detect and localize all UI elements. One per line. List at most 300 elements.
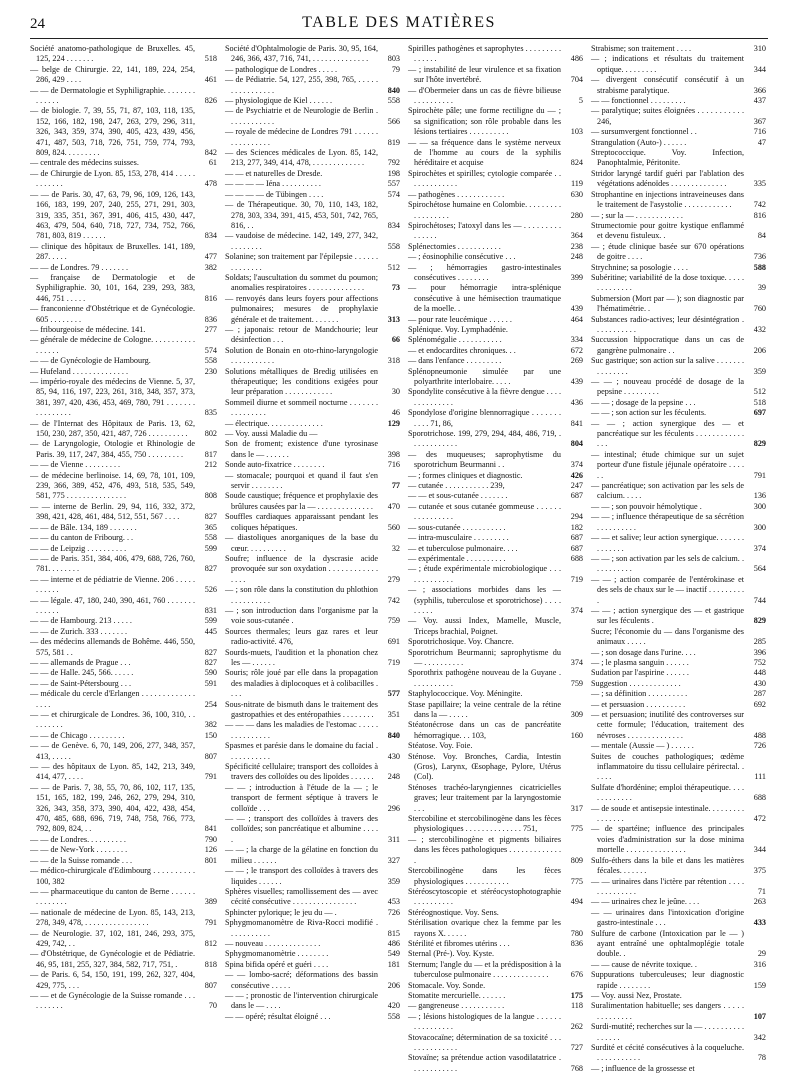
index-entry <box>408 169 583 190</box>
index-entry-text: Stérilité et fibromes utérins . . . <box>408 938 510 948</box>
index-entry-text: — ; sa définition . . . . . . . . . . <box>591 689 688 699</box>
index-entry <box>408 315 583 325</box>
index-entry-text: — de spartéine; influence des principales voies d'administration sur la dose minima mortelle . . . . . . . . . . . . . . . <box>591 824 744 855</box>
index-entry-page: 313 <box>378 315 400 325</box>
index-entry <box>591 96 766 106</box>
index-entry-page: 47 <box>744 138 766 148</box>
index-entry-page: 111 <box>744 772 766 782</box>
index-entry-page: 399 <box>561 273 583 283</box>
index-entry <box>591 273 766 294</box>
index-entry <box>225 668 400 699</box>
index-entry <box>225 908 400 918</box>
index-entry-page: 588 <box>744 263 766 273</box>
index-entry <box>408 752 583 783</box>
index-entry-page: 488 <box>744 731 766 741</box>
index-entry <box>30 65 217 86</box>
index-entry-text: — — cause de névrite toxique. . <box>591 959 697 969</box>
index-entry <box>591 700 766 710</box>
index-entry <box>225 231 400 252</box>
index-entry-text: — cutanée . . . . . . . . . . . 239, <box>408 481 505 491</box>
index-entry-page: 318 <box>378 356 400 366</box>
index-entry-page: 5 <box>561 96 583 106</box>
index-entry-text: Staphylococcique. Voy. Méningite. <box>408 689 523 699</box>
index-entry-text: Sporotrichum Beurmanni; saprophytisme du — . . . . . . . . . . <box>408 647 561 667</box>
index-entry-text: — française de Dermatologie et de Syphiligraphie. 30, 101, 164, 239, 293, 383, 446, 751 . . . . . <box>30 272 195 303</box>
index-entry-text: Sudation par l'aspirine . . . . . . <box>591 668 689 678</box>
page-header <box>30 10 768 32</box>
index-entry-text: Sternal (Pré-). Voy. Kyste. <box>408 949 495 959</box>
index-entry-page: 433 <box>744 918 766 928</box>
index-entry-text: — — ; action synergique des — et pancréatique sur les féculents . . . . . . . . . . . . . . . <box>591 418 744 449</box>
index-entry-text: — império-royale des médecins de Vienne. 5, 37, 85, 94, 116, 197, 223, 261, 318, 348, 357, 373, 381, 397, 420, 436, 453, 469, 780, 791 . . . . . . . . . . . . . . . . <box>30 377 195 418</box>
index-entry-text: — pour rate leucémique . . . . . . <box>408 314 512 324</box>
index-entry-text: — de Thérapeutique. 30, 70, 110, 143, 182, 278, 303, 334, 391, 415, 453, 501, 742, 765, 816, . . <box>225 200 378 230</box>
index-entry-text: — paralytique; suites éloignées . . . . . . . . . . . 246, <box>591 106 744 126</box>
index-entry-page: 263 <box>744 897 766 907</box>
index-entry-page: 801 <box>195 856 217 866</box>
index-entry <box>591 991 766 1001</box>
index-entry-text: Sphincter pylorique; le jeu du — . <box>225 907 337 917</box>
index-entry-page: 398 <box>378 450 400 460</box>
index-entry-text: — — sa fréquence dans le système nerveux de l'homme au cours de la syphilis héréditaire et acquise <box>408 137 561 168</box>
index-entry-page: 374 <box>561 606 583 616</box>
index-entry <box>408 502 583 523</box>
index-entry <box>30 991 217 1012</box>
index-entry-text: — royale de médecine de Londres 791 . . . . . . . . . . . . . . . . <box>225 127 378 147</box>
index-entry-text: Société anatomo-pathologique de Bruxelles. 45, 125, 224 . . . . . . . <box>30 44 195 64</box>
index-entry <box>30 866 217 887</box>
index-entry-text: — ; le plasma sanguin . . . . . . <box>591 657 689 667</box>
index-entry <box>30 460 217 470</box>
index-entry-text: Stéréognostique. Voy. Sens. <box>408 907 499 917</box>
index-entry-page: 359 <box>744 367 766 377</box>
index-entry-page: 32 <box>378 544 400 554</box>
index-entry <box>591 335 766 356</box>
index-entry-page: 742 <box>744 200 766 210</box>
index-entry-text: Sommeil diurne et sommeil nocturne . . . . . . . . . . . . . . . . <box>225 397 378 418</box>
index-entry <box>408 783 583 814</box>
index-entry-page: 840 <box>378 731 400 741</box>
index-entry-text: — nouveau . . . . . . . . . . . . . . <box>225 938 321 948</box>
index-entry <box>408 668 583 689</box>
index-entry <box>591 606 766 627</box>
index-entry-page: 841 <box>561 419 583 429</box>
index-entry-page: 73 <box>378 283 400 293</box>
index-entry-page: 344 <box>744 845 766 855</box>
index-entry-text: — ; son rôle dans la constitution du phlothion . . . . . . . . . . <box>225 585 378 605</box>
index-entry-text: Suites de couches pathologiques; œdème inflammatoire du tissu cellulaire périrectal. . . . . . <box>591 751 744 782</box>
index-entry <box>30 554 217 575</box>
index-entry <box>408 544 583 554</box>
index-entry-page: 835 <box>195 408 217 418</box>
index-entry-text: Substances radio-actives; leur désintégration . . . . . . . . . . . <box>591 314 744 334</box>
index-entry <box>591 658 766 668</box>
index-entry-page: 439 <box>561 304 583 314</box>
index-entry-text: Strabisme; son traitement . . . . <box>591 44 692 53</box>
index-entry-text: Suggestion . . . . . . . . . . . . . <box>591 678 681 688</box>
index-entry <box>225 190 400 200</box>
index-entry-text: Stercobilinogène dans les fèces physiologiques . . . . . . . . . . . <box>408 866 561 886</box>
index-entry <box>30 679 217 689</box>
index-entry <box>30 356 217 366</box>
index-entry <box>30 731 217 741</box>
index-entry-page: 802 <box>195 429 217 439</box>
index-entry-page: 558 <box>378 96 400 106</box>
index-entry-page: 752 <box>744 658 766 668</box>
index-entry-text: — ; sur la — . . . . . . . . . . . . <box>591 210 683 220</box>
index-entry-text: Splénectomies . . . . . . . . . . . <box>408 241 501 251</box>
index-entry-page: 816 <box>195 294 217 304</box>
index-entry-text: Soldats; l'auscultation du sommet du poumon; anomalies respiratoires . . . . . . . . . . . . . . <box>225 272 378 293</box>
index-entry <box>591 408 766 418</box>
index-entry-page: 815 <box>378 929 400 939</box>
index-entry <box>30 158 217 168</box>
index-entry-text: — de Pédiatrie. 54, 127, 255, 398, 765, . . . . . . . . . . . . . . . . <box>225 75 378 95</box>
index-entry <box>225 471 400 492</box>
index-entry <box>30 304 217 325</box>
index-entry-page: 334 <box>561 335 583 345</box>
index-entry <box>225 585 400 606</box>
index-entry <box>30 668 217 678</box>
index-entry-page: 477 <box>195 252 217 262</box>
index-entry <box>591 106 766 127</box>
index-entry <box>408 242 583 252</box>
index-entry-text: Soufre; influence de la dyscrasie acide provoquée sur son oxydation . . . . . . . . . . . . . . . . <box>225 553 378 584</box>
index-entry <box>225 762 400 783</box>
index-entry <box>30 783 217 835</box>
index-entry-text: — — urinaires dans l'intoxication d'origine gastro-intestinale . . . <box>591 907 744 928</box>
index-entry-page: 486 <box>378 939 400 949</box>
index-entry <box>408 481 583 491</box>
index-entry-text: Spécificité cellulaire; transport des colloïdes à travers des colloïdes ou des lipoïdes . . . . . . <box>225 762 378 782</box>
index-entry <box>30 44 217 65</box>
index-entry <box>591 294 766 315</box>
index-entry-text: — ; hémorragies gastro-intestinales consécutives . . . . . . . . <box>408 262 561 282</box>
index-entry-text: — — ; son activation par les sels de calcium. . . . . . . . . . . <box>591 553 744 574</box>
index-entry-text: — de Laryngologie, Otologie et Rhinologie de Paris. 39, 117, 247, 384, 455, 750 . . . . . . . . . <box>30 439 195 459</box>
index-entry-page: 687 <box>561 533 583 543</box>
index-entry-page: 836 <box>561 939 583 949</box>
index-entry <box>225 419 400 429</box>
index-entry <box>408 918 583 939</box>
index-entry <box>225 367 400 398</box>
index-entry-text: Spirochètes et spirilles; cytologie comparée . . . . . . . . . . . . . <box>408 168 561 189</box>
index-entry <box>408 949 583 959</box>
index-entry-page: 736 <box>744 252 766 262</box>
index-entry <box>591 783 766 804</box>
index-entry-text: — — de Londres. 79 . . . . . . . <box>30 262 129 272</box>
index-entry-page: 316 <box>744 960 766 970</box>
index-entry-page: 342 <box>744 1033 766 1043</box>
index-entry-page: 453 <box>378 897 400 907</box>
index-entry-page: 439 <box>561 377 583 387</box>
index-entry-page: 791 <box>195 772 217 782</box>
index-entry <box>225 148 400 169</box>
index-entry-page: 375 <box>744 866 766 876</box>
index-entry-page: 807 <box>195 981 217 991</box>
index-entry-page: 472 <box>744 814 766 824</box>
index-entry-text: Subéritine; variabilité de la dose toxique. . . . . . . . . . . . . . <box>591 272 744 293</box>
index-entry-text: — — ; dosage de la pepsine . . . <box>591 397 696 407</box>
index-entry <box>225 252 400 273</box>
index-entry <box>591 689 766 699</box>
index-entry-page: 704 <box>561 75 583 85</box>
index-entry-text: — Voy. aussi Maladie du — <box>225 429 318 439</box>
index-entry-page: 46 <box>378 408 400 418</box>
index-entry-page: 79 <box>378 65 400 75</box>
index-column-4 <box>587 44 770 1074</box>
index-entry-text: — — ; pronostic de l'intervention chirurgicale dans le — . . . . <box>225 990 378 1011</box>
index-entry <box>408 814 583 835</box>
index-entry-page: 759 <box>561 679 583 689</box>
index-entry-page: 285 <box>744 637 766 647</box>
index-entry-text: — — ; la charge de la gélatine en fonction du milieu . . . . . . <box>225 845 378 865</box>
index-entry-text: — — et salive; leur action synergique. . . . . . . . . . . . . . <box>591 533 744 553</box>
index-entry-text: — de Chirurgie de Lyon. 85, 153, 278, 414 . . . . . . . . . . . . <box>30 168 195 189</box>
index-entry-text: — — légale. 47, 180, 240, 390, 461, 760 . . . . . . . . . . . . . <box>30 595 195 615</box>
index-entry-text: Souffles cardiaques apparaissant pendant les coliques hépatiques. <box>225 512 378 532</box>
index-entry-text: Spirochète pâle; une forme rectiligne du — ; sa signification; son rôle probable dans les lésions tertiaires . . . . . . . . . . <box>408 106 561 137</box>
index-entry-text: — — et sous-cutanée . . . . . . . <box>408 491 508 501</box>
index-entry-page: 436 <box>561 398 583 408</box>
index-entry-page: 719 <box>378 658 400 668</box>
index-entry-text: Solution de Bonain en oto-rhino-laryngologie . . . . . . . . . . . <box>225 345 378 366</box>
index-entry <box>408 1033 583 1054</box>
index-entry-page: 518 <box>744 398 766 408</box>
index-entry-text: — de Psychiatrie et de Neurologie de Berlin . . . . . . . . . . . . <box>225 106 378 126</box>
index-columns <box>30 44 770 1074</box>
index-entry-text: Strumectomie pour goitre kystique enflammé et devenu fistuleux. . <box>591 220 744 241</box>
index-entry-page: 461 <box>195 75 217 85</box>
index-entry-text: Son de froment; existence d'une tyrosinase dans le — . . . . . . <box>225 439 378 459</box>
index-entry-text: — ; japonais: retour de Mandchourie; leur désinfection . . . <box>225 324 378 345</box>
index-entry-text: — et persuasion . . . . . . . . . . <box>591 699 686 709</box>
index-entry <box>591 75 766 96</box>
index-entry-text: — ; associations morbides dans les — (syphilis, tuberculose et sporotrichose) . . . . . . . . . <box>408 585 561 615</box>
index-entry <box>30 367 217 377</box>
index-entry-text: — et persuasion; inutilité des controverses sur cette formule; l'éducation, traitement des névroses . . . . . . . . . . . . . . <box>591 710 744 740</box>
index-entry-page: 230 <box>195 367 217 377</box>
index-entry <box>408 1001 583 1011</box>
index-entry-page: 549 <box>378 949 400 959</box>
index-entry <box>408 346 583 356</box>
index-entry-page: 366 <box>744 86 766 96</box>
index-entry-page: 136 <box>744 491 766 501</box>
index-entry-page: 518 <box>195 54 217 64</box>
index-entry-page: 206 <box>744 346 766 356</box>
index-entry-page: 816 <box>744 211 766 221</box>
index-entry <box>30 970 217 991</box>
index-entry <box>591 960 766 970</box>
index-entry-page: 107 <box>744 1012 766 1022</box>
index-entry-text: Suppurations tuberculeuses; leur diagnostic rapide . . . . . . . . <box>591 970 744 990</box>
index-entry-page: 827 <box>195 564 217 574</box>
index-entry-text: — — ; action comparée de l'entérokinase et des sels de chaux sur le — inactif . . . . . . . . . . <box>591 574 744 605</box>
index-entry-text: — Voy. aussi Index, Mamelle, Muscle, Triceps brachial, Poignet. <box>408 616 561 636</box>
index-entry <box>225 970 400 991</box>
index-entry-text: — médicale du cercle d'Erlangen . . . . . . . . . . . . . . . . . <box>30 689 195 709</box>
index-entry-text: — pathogènes . . . . . . . . . . . . <box>408 189 505 199</box>
index-entry-page: 77 <box>378 481 400 491</box>
index-entry <box>30 835 217 845</box>
index-entry <box>408 106 583 137</box>
index-entry <box>591 502 766 512</box>
index-entry <box>30 263 217 273</box>
index-entry-text: Solanine; son traitement par l'épilepsie . . . . . . . . . . . . . . <box>225 252 378 272</box>
index-entry <box>225 887 400 908</box>
index-entry-text: — de Paris. 6, 54, 150, 191, 199, 262, 327, 404, 429, 775, . . . <box>30 970 195 990</box>
index-entry-page: 84 <box>744 231 766 241</box>
index-entry-page: 212 <box>195 460 217 470</box>
index-entry-page: 129 <box>378 419 400 429</box>
index-entry <box>408 356 583 366</box>
index-entry-page: 181 <box>378 960 400 970</box>
index-entry-page: 175 <box>561 991 583 1001</box>
index-entry-text: — ; stercobilinogène et pigments biliaires dans les fèces pathologiques . . . . . . . . . . . . . . <box>408 834 561 865</box>
index-entry <box>408 637 583 647</box>
index-entry-page: 716 <box>378 460 400 470</box>
index-entry-text: — électrique. . . . . . . . . . . . . . <box>225 418 323 428</box>
index-entry-text: — — de Dermatologie et Syphiligraphie. . . . . . . . . . . . . . <box>30 85 195 106</box>
index-entry-text: — — et chirurgicale de Londres. 36, 100, 310, . . . . . . . . . <box>30 710 195 730</box>
index-entry-text: — — de Vienne . . . . . . . . . <box>30 460 121 470</box>
index-entry <box>591 575 766 606</box>
index-entry <box>225 700 400 721</box>
index-entry-text: Sources thermales; leurs gaz rares et leur radio-activité. 476, <box>225 626 378 647</box>
index-entry-text: — — de Hambourg. 213 . . . . . <box>30 616 132 626</box>
index-entry-text: — de médecine berlinoise. 14, 69, 78, 101, 109, 239, 366, 389, 452, 476, 493, 518, 535, 549, 581, 775 . . . . . . . . . . . . . . . <box>30 470 195 501</box>
index-entry <box>408 1053 583 1074</box>
index-entry <box>591 856 766 877</box>
index-entry-page: 768 <box>561 1064 583 1074</box>
index-entry-page: 300 <box>744 502 766 512</box>
running-title: TABLE DES MATIÈRES <box>302 14 496 31</box>
index-entry <box>30 887 217 908</box>
index-entry-text: — — urinaires dans l'ictère par rétention . . . . . . . . . . . . . . <box>591 876 744 896</box>
index-entry-page: 842 <box>195 148 217 158</box>
page-number: 24 <box>30 16 45 32</box>
index-entry <box>408 367 583 388</box>
index-entry-text: Stridor laryngé tardif guéri par l'ablation des végétations adénoïdes . . . . . . . . . . . . . . <box>591 168 744 189</box>
index-entry-text: — — de Saint-Pétersbourg . . . <box>30 678 132 688</box>
index-entry <box>591 554 766 575</box>
index-entry <box>408 720 583 741</box>
index-entry-text: — — — — Iéna . . . . . . . . . . <box>225 179 321 189</box>
index-entry-page: 464 <box>561 315 583 325</box>
index-entry <box>30 544 217 554</box>
index-entry-text: Sonde auto-fixatrice . . . . . . . . <box>225 460 325 470</box>
index-entry-page: 248 <box>378 772 400 782</box>
index-entry-text: Strangulation (Auto-) . . . . . . <box>591 137 687 147</box>
index-entry-text: Stovaïne; sa prétendue action vasodilatatrice . . . . . . . . . . . . <box>408 1053 561 1073</box>
index-entry-text: Soude caustique; fréquence et prophylaxie des brûlures causées par la — . . . . . . . . . . . . . . <box>225 491 378 511</box>
index-entry <box>591 398 766 408</box>
index-entry-page: 118 <box>561 1001 583 1011</box>
index-entry-page: 591 <box>195 679 217 689</box>
index-entry-text: — et endocardites chroniques. . . <box>408 345 516 355</box>
index-entry-page: 66 <box>378 335 400 345</box>
index-entry <box>30 325 217 335</box>
index-entry-page: 834 <box>195 231 217 241</box>
index-entry <box>591 148 766 169</box>
index-entry-page: 29 <box>744 949 766 959</box>
index-entry <box>591 242 766 263</box>
index-entry <box>225 65 400 75</box>
index-entry-text: — — de la Suisse romande . . . <box>30 855 133 865</box>
index-entry-page: 630 <box>561 190 583 200</box>
index-entry-text: Surdi-mutité; recherches sur la — . . . . . . . . . . . . . . . . <box>591 1022 744 1042</box>
index-entry <box>225 606 400 627</box>
index-entry-text: Sphygmomanomètre de Riva-Rocci modifié . . . . . . . . . . . <box>225 918 378 938</box>
index-column-1 <box>30 44 221 1074</box>
index-entry <box>408 585 583 616</box>
index-entry <box>408 200 583 221</box>
index-entry-page: 564 <box>744 564 766 574</box>
index-entry-text: — des Sciences médicales de Lyon. 85, 142, 213, 277, 349, 414, 478, . . . . . . . . . . . . . <box>225 148 378 168</box>
index-entry-text: — — ; action synergique des — et gastrique sur les féculents . <box>591 605 744 626</box>
index-entry <box>30 689 217 710</box>
index-entry <box>30 908 217 929</box>
index-entry <box>225 439 400 460</box>
index-entry <box>591 908 766 929</box>
index-entry-page: 809 <box>561 856 583 866</box>
index-entry <box>30 273 217 304</box>
index-entry-page: 311 <box>378 835 400 845</box>
index-entry-text: — pathologique de Londres . . . . . <box>225 64 338 74</box>
index-entry-text: — — urinaires chez le jeûne. . . . <box>591 897 700 907</box>
index-entry <box>408 533 583 543</box>
index-entry <box>591 710 766 741</box>
index-entry-text: — — opéré; résultat éloigné . . . <box>225 1011 331 1021</box>
index-entry-page: 426 <box>561 471 583 481</box>
index-entry <box>408 554 583 564</box>
index-entry-page: 494 <box>561 897 583 907</box>
index-entry-text: — — de Zurich. 333 . . . . . . . <box>30 626 128 636</box>
index-entry-page: 688 <box>561 554 583 564</box>
index-entry <box>225 200 400 231</box>
index-entry-page: 437 <box>744 96 766 106</box>
index-entry-text: — des muqueuses; saprophytisme du sporotrichum Beurmanni . . <box>408 449 561 470</box>
index-entry-page: 560 <box>378 523 400 533</box>
index-entry-page: 742 <box>378 596 400 606</box>
index-entry-text: — — ; introduction à l'étude de la — ; le transport de ferment séptique à travers le colloïde . . . <box>225 782 378 813</box>
index-entry <box>30 86 217 107</box>
index-entry-text: Splénique. Voy. Lymphadénie. <box>408 324 508 334</box>
index-entry <box>591 1022 766 1043</box>
index-entry-text: — — de Paris. 7, 38, 55, 70, 86, 102, 117, 135, 151, 165, 182, 199, 246, 262, 279, 294, 310, 326, 343, 358, 373, 390, 404, 422, 438, 454, 470, 485, 688, 696, 719, 748, 758, 766, 773, 792, 809, 824, . . <box>30 782 195 834</box>
index-entry-text: — — ; influence thérapeutique de sa sécrétion . . . . . . . . . . <box>591 512 744 532</box>
index-entry-page: 365 <box>195 523 217 533</box>
index-entry-text: — clinique des hôpitaux de Bruxelles. 141, 189, 287. . . . . <box>30 241 195 262</box>
index-entry-page: 692 <box>744 700 766 710</box>
index-entry <box>591 419 766 450</box>
index-entry <box>225 75 400 96</box>
index-entry-page: 309 <box>561 710 583 720</box>
index-entry-page: 824 <box>561 158 583 168</box>
index-entry-page: 238 <box>561 242 583 252</box>
index-entry <box>408 429 583 450</box>
index-entry <box>591 929 766 960</box>
index-entry-text: — ; éosinophilie consécutive . . . <box>408 252 516 262</box>
index-entry-text: Sphygmomanomètrie . . . . . . . . <box>225 949 329 959</box>
index-entry-page: 726 <box>744 741 766 751</box>
index-entry <box>408 450 583 471</box>
index-entry <box>30 106 217 158</box>
index-entry <box>591 377 766 398</box>
index-entry-page: 574 <box>195 346 217 356</box>
index-entry-page: 71 <box>744 887 766 897</box>
index-entry-page: 478 <box>195 179 217 189</box>
